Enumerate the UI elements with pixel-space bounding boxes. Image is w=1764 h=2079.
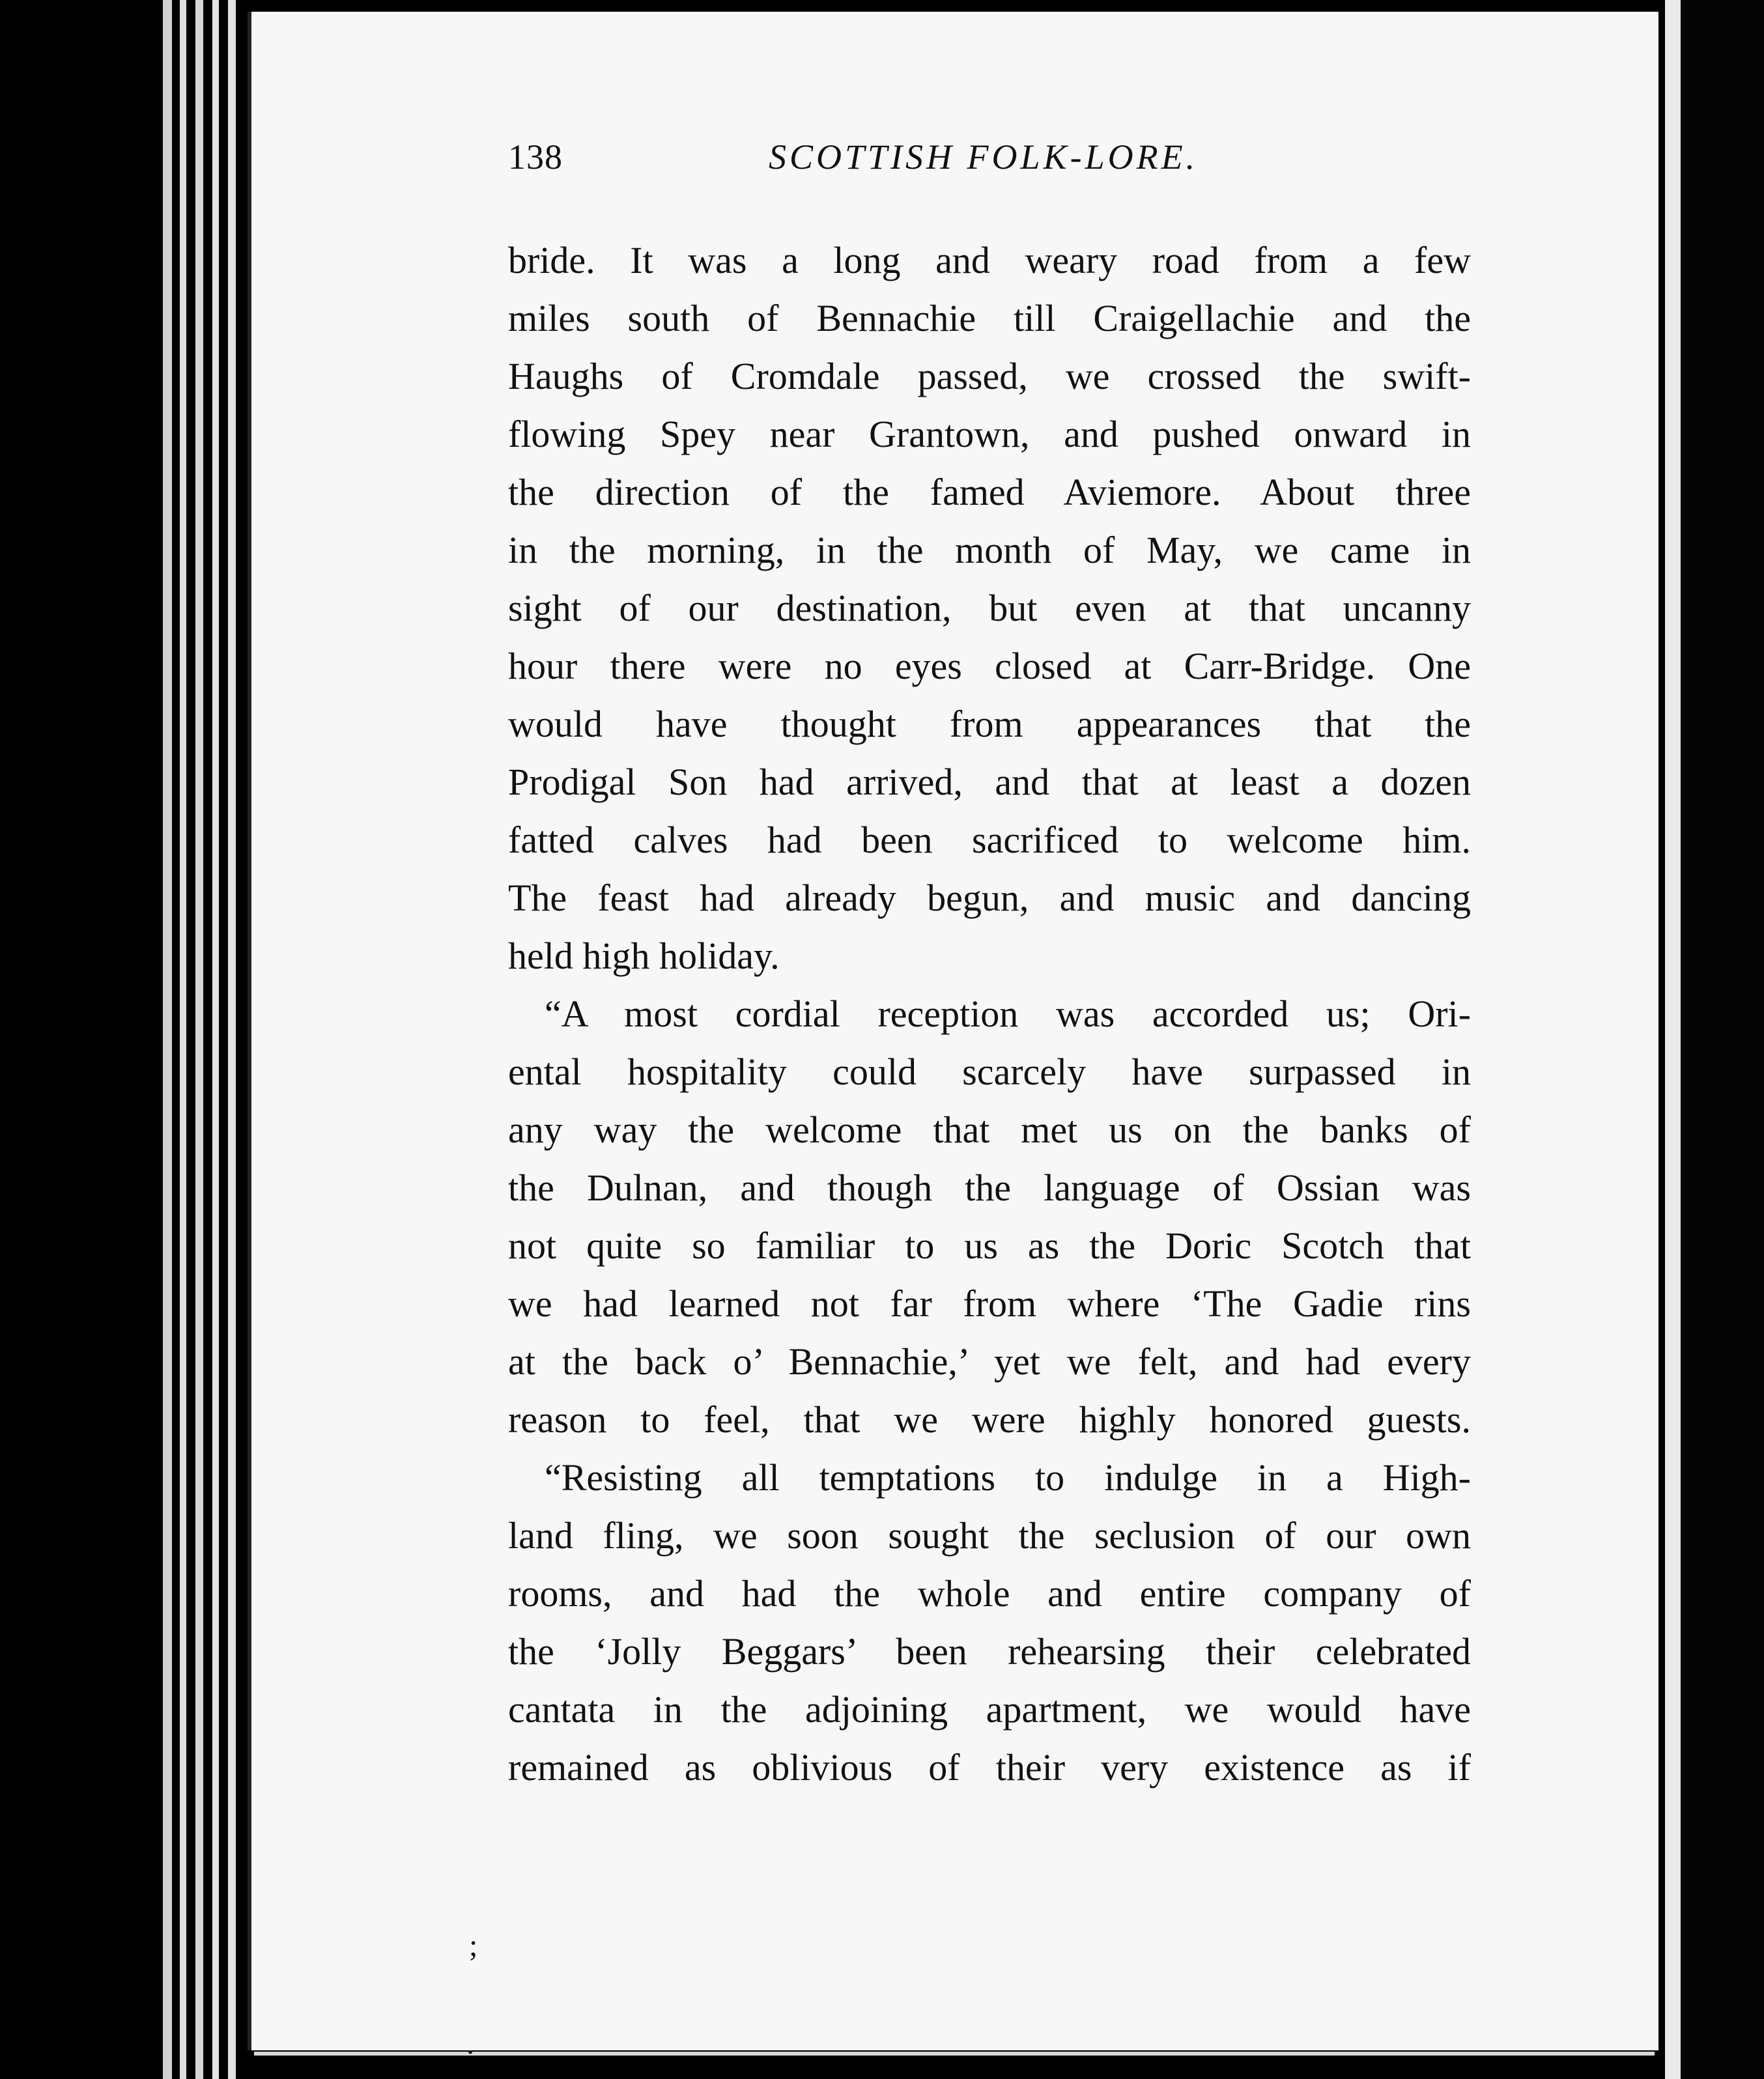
text-line: the Dulnan, and though the language of Ossian was <box>508 1167 1471 1209</box>
text-line: in the morning, in the month of May, we came in <box>508 529 1471 571</box>
text-line: “Resisting all temptations to indulge in a High- <box>545 1456 1471 1499</box>
text-line: sight of our destination, but even at that uncanny <box>508 587 1471 629</box>
text-line: cantata in the adjoining apartment, we would have <box>508 1688 1471 1731</box>
running-head: SCOTTISH FOLK-LORE. <box>769 137 1199 177</box>
page-number: 138 <box>508 137 563 177</box>
page-edge <box>180 0 186 2079</box>
text-line: held high holiday. <box>508 935 780 977</box>
text-line: would have thought from appearances that the <box>508 703 1471 745</box>
text-line: remained as oblivious of their very existence as if <box>508 1746 1471 1789</box>
page-bottom-edge <box>254 2052 1655 2056</box>
text-line: not quite so familiar to us as the Doric Scotch that <box>508 1224 1471 1267</box>
text-line: bride. It was a long and weary road from a few <box>508 239 1471 281</box>
scan-background <box>1681 0 1764 2079</box>
margin-speck: . <box>466 2026 474 2061</box>
page-edge <box>163 0 172 2079</box>
page-header <box>508 137 1472 189</box>
text-line: reason to feel, that we were highly honored guests. <box>508 1398 1471 1441</box>
text-line: Prodigal Son had arrived, and that at least a dozen <box>508 761 1471 803</box>
margin-speck: ; <box>469 1929 478 1963</box>
facing-page-edge <box>1665 0 1681 2079</box>
text-line: any way the welcome that met us on the banks of <box>508 1109 1471 1151</box>
body-text <box>508 231 1471 1796</box>
text-line: The feast had already begun, and music and dancing <box>508 877 1471 919</box>
text-line: the direction of the famed Aviemore. About three <box>508 471 1471 513</box>
text-line: “A most cordial reception was accorded us; Ori- <box>545 993 1471 1035</box>
text-line: Haughs of Cromdale passed, we crossed the swift- <box>508 355 1471 397</box>
page-edge <box>228 0 236 2079</box>
text-line: we had learned not far from where ‘The Gadie rins <box>508 1282 1471 1325</box>
text-line: hour there were no eyes closed at Carr-Bridge. One <box>508 645 1471 687</box>
page-edge <box>195 0 203 2079</box>
page-edge <box>212 0 219 2079</box>
text-line: rooms, and had the whole and entire company of <box>508 1572 1471 1615</box>
text-line: the ‘Jolly Beggars’ been rehearsing their celebrated <box>508 1630 1471 1673</box>
text-line: fatted calves had been sacrificed to welcome him. <box>508 819 1471 861</box>
text-line: flowing Spey near Grantown, and pushed onward in <box>508 413 1471 455</box>
text-line: land fling, we soon sought the seclusion of our own <box>508 1514 1471 1557</box>
text-line: at the back o’ Bennachie,’ yet we felt, and had every <box>508 1340 1471 1383</box>
text-line: miles south of Bennachie till Craigellachie and the <box>508 297 1471 339</box>
text-line: ental hospitality could scarcely have surpassed in <box>508 1051 1471 1093</box>
